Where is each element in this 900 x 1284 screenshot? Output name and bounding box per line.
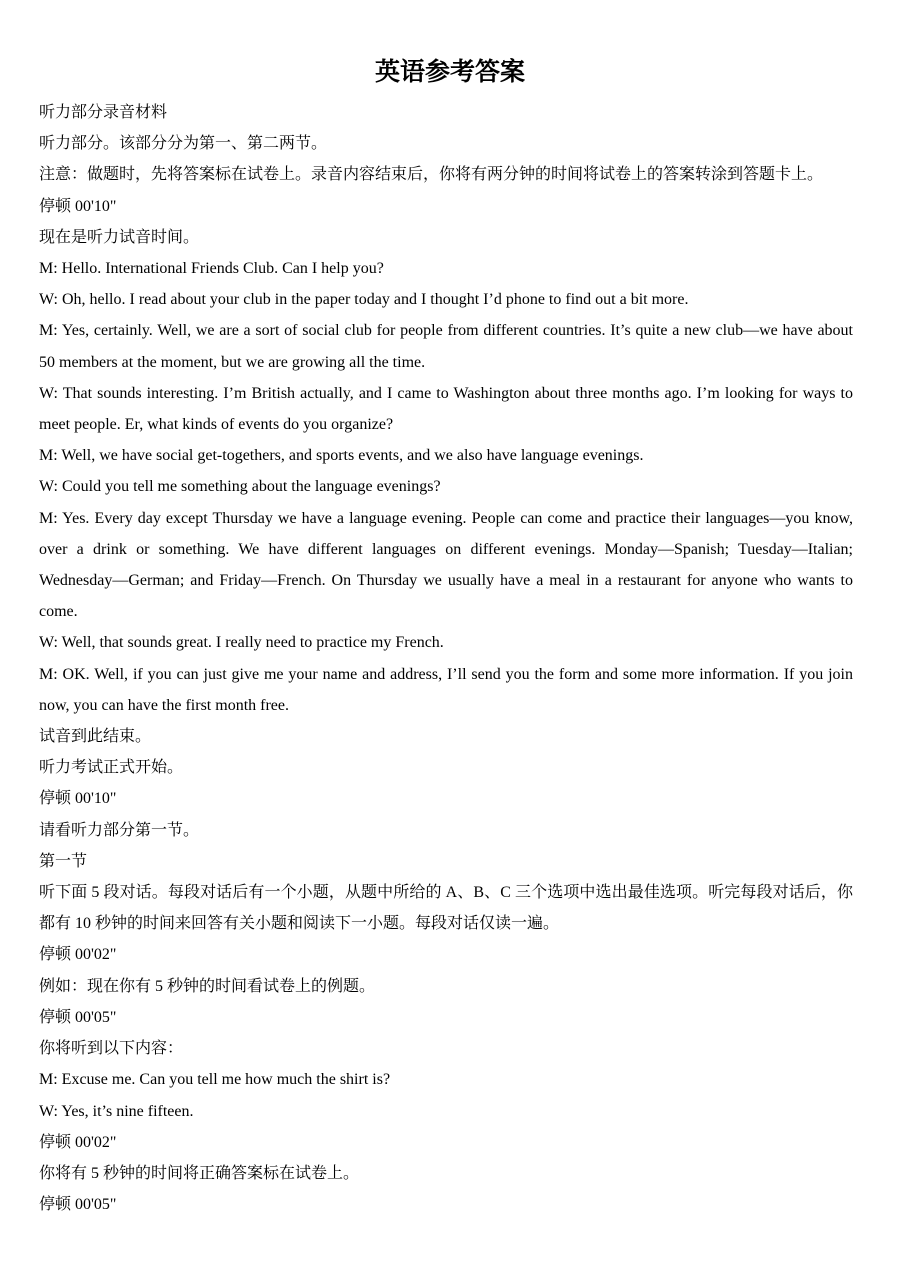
paragraph: 例如：现在你有 5 秒钟的时间看试卷上的例题。 [39,977,376,995]
instruction-paragraph: 听下面 5 段对话。每段对话后有一个小题，从题中所给的 A、B、C 三个选项中选出最佳选项。听完每段对话后，你都有 10 秒钟的时间来回答有关小题和阅读下一小题。每段对话仅读一遍。 [39,884,853,933]
pause-marker: 停顿 00'10" [39,197,117,215]
paragraph: 试音到此结束。 [39,728,152,746]
dialogue-line: M: Well, we have social get-togethers, and sports events, and we also have language evenings. [39,447,644,465]
paragraph: 你将听到以下内容： [39,1040,184,1058]
document-body [39,97,853,1220]
dialogue-line: M: OK. Well, if you can just give me your name and address, I’ll send you the form and some more information. If you join now, you can have the first month free. [39,665,853,714]
pause-marker: 停顿 00'10" [39,790,117,808]
paragraph: 现在是听力试音时间。 [39,228,200,246]
dialogue-line: M: Excuse me. Can you tell me how much the shirt is? [39,1071,391,1089]
section-heading: 听力部分录音材料 [39,104,168,121]
section-heading: 第一节 [39,852,88,870]
paragraph: 听力考试正式开始。 [39,759,184,777]
instruction-paragraph: 注意：做题时，先将答案标在试卷上。录音内容结束后，你将有两分钟的时间将试卷上的答案转涂到答题卡上。 [39,166,824,184]
dialogue-line: M: Yes, certainly. Well, we are a sort of social club for people from different countries. It’s quite a new club—we have about 50 members at the moment, but we are growing all the time. [39,322,853,371]
pause-marker: 停顿 00'05" [39,1008,117,1026]
dialogue-line: W: Yes, it’s nine fifteen. [39,1102,194,1120]
dialogue-line: M: Yes. Every day except Thursday we have a language evening. People can come and practice their languages—you know, over a drink or something. We have different languages on different evenings. Monday—Spanish; Tuesday—Italian; Wednesday—German; and Friday—French. On Thursday we usually have a meal in a restaurant for anyone who wants to come. [39,509,853,621]
paragraph: 听力部分。该部分分为第一、第二两节。 [39,135,328,153]
dialogue-line: W: Well, that sounds great. I really need to practice my French. [39,634,444,652]
paragraph: 请看听力部分第一节。 [39,821,200,839]
document-title: 英语参考答案 [374,57,525,86]
dialogue-line: W: Could you tell me something about the language evenings? [39,478,441,496]
paragraph: 你将有 5 秒钟的时间将正确答案标在试卷上。 [39,1164,360,1182]
pause-marker: 停顿 00'05" [39,1196,117,1214]
dialogue-line: W: Oh, hello. I read about your club in the paper today and I thought I’d phone to find out a bit more. [39,291,689,309]
pause-marker: 停顿 00'02" [39,946,117,964]
pause-marker: 停顿 00'02" [39,1133,117,1151]
dialogue-line: W: That sounds interesting. I’m British actually, and I came to Washington about three months ago. I’m looking for ways to meet people. Er, what kinds of events do you organize? [39,384,853,434]
dialogue-line: M: Hello. International Friends Club. Can I help you? [39,260,384,278]
